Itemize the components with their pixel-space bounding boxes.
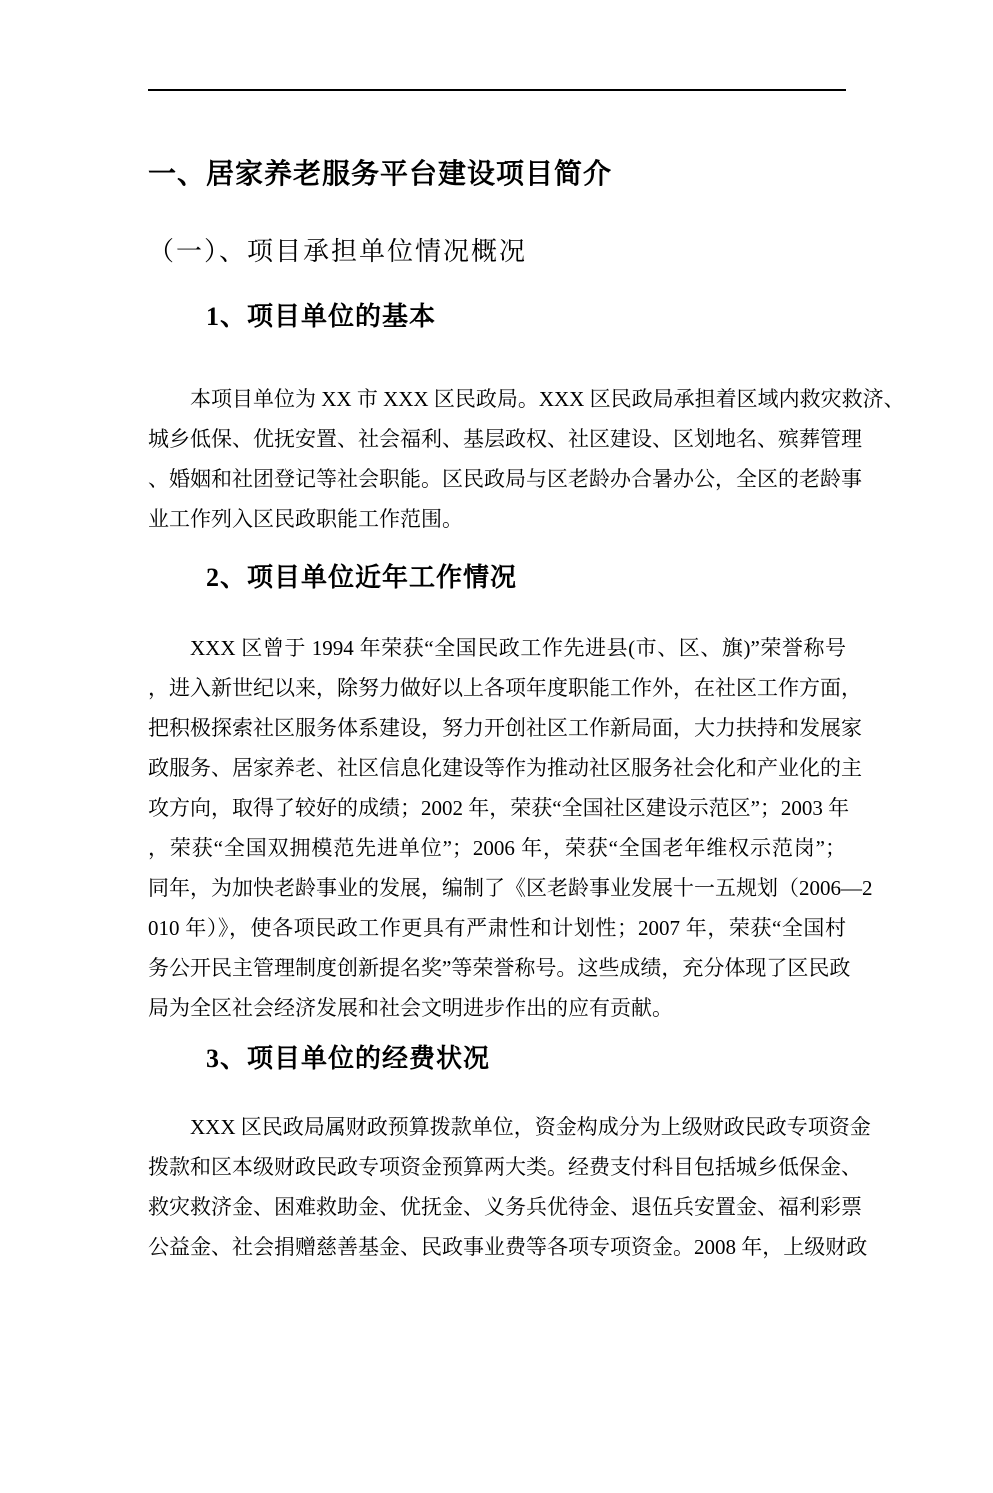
subsection-heading-1: 1、项目单位的基本 (206, 302, 437, 331)
document-page (0, 89, 993, 1493)
body-paragraph-3 (148, 1107, 871, 1267)
header-rule (148, 89, 846, 91)
text-line: ，荣获“全国双拥模范先进单位”；2006 年，荣获“全国老年维权示范岗”； (148, 836, 846, 860)
section-heading: （一）、项目承担单位情况概况 (148, 237, 528, 266)
text-line: 公益金、社会捐赠慈善基金、民政事业费等各项专项资金。2008 年，上级财政 (148, 1235, 868, 1259)
text-line: 救灾救济金、困难救助金、优抚金、义务兵优待金、退伍兵安置金、福利彩票 (148, 1195, 862, 1219)
document-title: 一、居家养老服务平台建设项目简介 (148, 158, 613, 189)
text-line: 同年，为加快老龄事业的发展，编制了《区老龄事业发展十一五规划（2006—2 (148, 876, 873, 900)
text-line: 拨款和区本级财政民政专项资金预算两大类。经费支付科目包括城乡低保金、 (148, 1155, 862, 1179)
text-line: 把积极探索社区服务体系建设，努力开创社区工作新局面，大力扶持和发展家 (148, 716, 862, 740)
text-line: 攻方向，取得了较好的成绩；2002 年，荣获“全国社区建设示范区”；2003 年 (148, 796, 850, 820)
text-line: 务公开民主管理制度创新提名奖”等荣誉称号。这些成绩，充分体现了区民政 (148, 956, 851, 980)
text-line: 局为全区社会经济发展和社会文明进步作出的应有贡献。 (148, 996, 673, 1020)
text-line: XXX 区曾于 1994 年荣获“全国民政工作先进县(市、区、旗)”荣誉称号 (190, 636, 846, 660)
text-line: ，进入新世纪以来，除努力做好以上各项年度职能工作外，在社区工作方面， (148, 676, 862, 700)
text-line: 010 年）》，使各项民政工作更具有严肃性和计划性；2007 年，荣获“全国村 (148, 916, 846, 940)
subsection-heading-3: 3、项目单位的经费状况 (206, 1044, 491, 1073)
text-line: XXX 区民政局属财政预算拨款单位，资金构成分为上级财政民政专项资金 (190, 1115, 871, 1139)
subsection-heading-2: 2、项目单位近年工作情况 (206, 563, 518, 592)
body-paragraph-2 (148, 628, 873, 1028)
body-paragraph-1 (148, 379, 905, 539)
text-line: 业工作列入区民政职能工作范围。 (148, 507, 463, 531)
text-line: 本项目单位为 XX 市 XXX 区民政局。XXX 区民政局承担着区域内救灾救济、 (190, 387, 905, 411)
text-line: 政服务、居家养老、社区信息化建设等作为推动社区服务社会化和产业化的主 (148, 756, 862, 780)
text-line: 、婚姻和社团登记等社会职能。区民政局与区老龄办合暑办公，全区的老龄事 (148, 467, 862, 491)
text-line: 城乡低保、优抚安置、社会福利、基层政权、社区建设、区划地名、殡葬管理 (148, 427, 862, 451)
